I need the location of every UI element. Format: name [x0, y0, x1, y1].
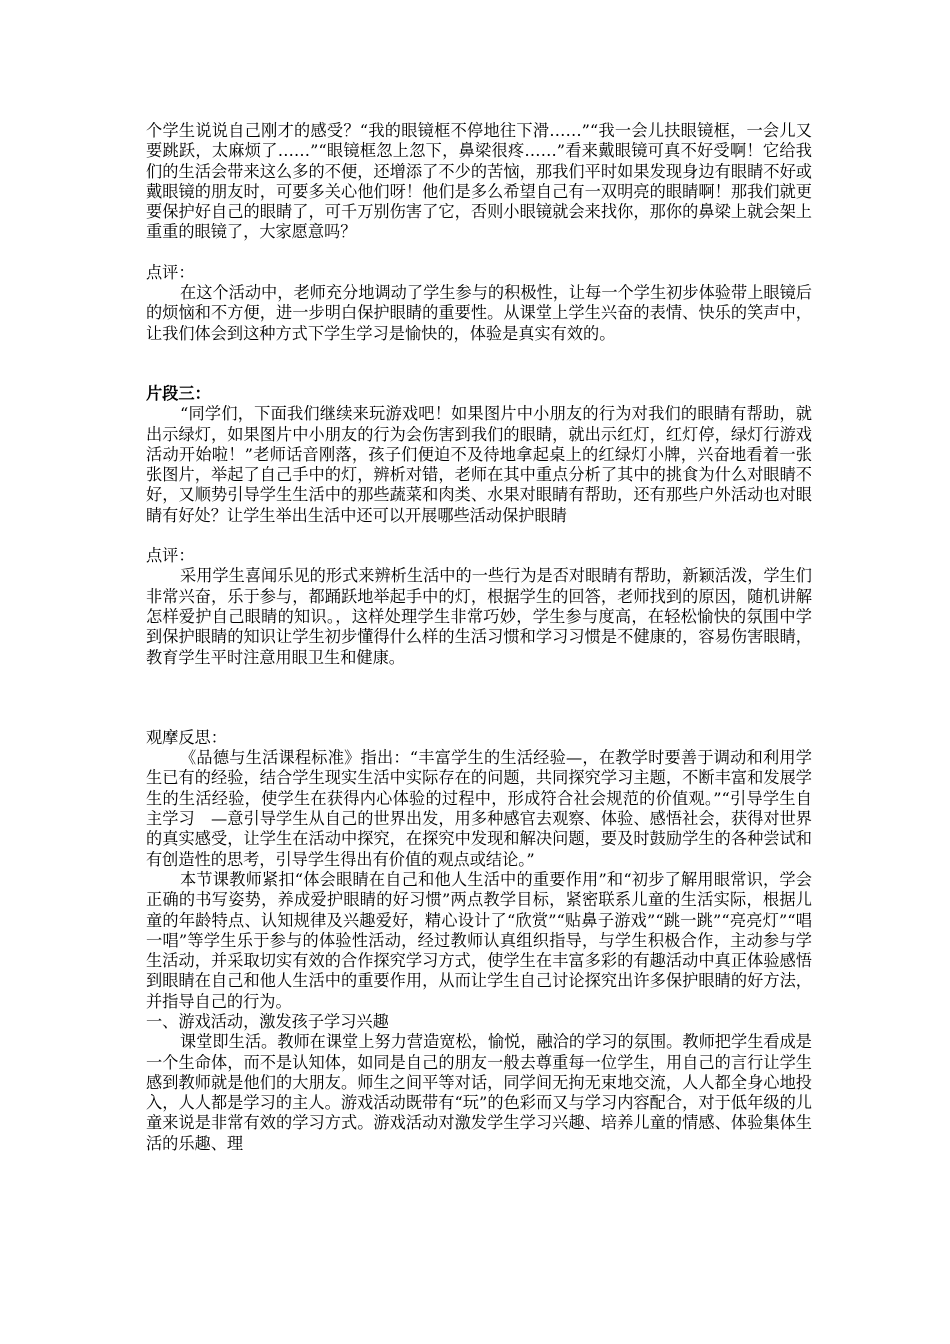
document-page: [146, 121, 812, 1154]
segment-three-paragraph: “同学们，下面我们继续来玩游戏吧！如果图片中小朋友的行为对我们的眼睛有帮助，就出示绿灯，如果图片中小朋友的行为会伤害到我们的眼睛，就出示红灯，红灯停，绿灯行游戏活动开始啦！”老师话音刚落，孩子们便迫不及待地拿起桌上的红绿灯小牌，兴奋地看着一张张图片，举起了自己手中的灯，辨析对错，老师在其中重点分析了其中的挑食为什么对眼睛不好，又顺势引导学生生活中的那些蔬菜和肉类、水果对眼睛有帮助，还有那些户外活动也对眼睛有好处？让学生举出生活中还可以开展哪些活动保护眼睛: [146, 404, 812, 525]
comment-paragraph: 采用学生喜闻乐见的形式来辨析生活中的一些行为是否对眼睛有帮助，新颖活泼，学生们非常兴奋，乐于参与，都踊跃地举起手中的灯，根据学生的回答，老师找到的原因，随机讲解怎样爱护自己眼睛的知识。，这样处理学生非常巧妙，学生参与度高，在轻松愉快的氛围中学到保护眼睛的知识让学生初步懂得什么样的生活习惯和学习习惯是不健康的，容易伤害眼睛，教育学生平时注意用眼卫生和健康。: [146, 566, 812, 667]
reflection-paragraph: 本节课教师紧扣“体会眼睛在自己和他人生活中的重要作用”和“初步了解用眼常识，学会正确的书写姿势，养成爱护眼睛的好习惯”两点教学目标，紧密联系儿童的生活实际，根据儿童的年龄特点、认知规律及兴趣爱好，精心设计了“欣赏”“贴鼻子游戏”“跳一跳”“亮亮灯”“唱一唱”等学生乐于参与的体验性活动，经过教师认真组织指导，与学生积极合作，主动参与学生活动，并采取切实有效的合作探究学习方式，使学生在丰富多彩的有趣活动中真正体验感悟到眼睛在自己和他人生活中的重要作用，从而让学生自己讨论探究出许多保护眼睛的好方法，并指导自己的行为。: [146, 869, 812, 1011]
comment-paragraph: 在这个活动中，老师充分地调动了学生参与的积极性，让每一个学生初步体验带上眼镜后的烦恼和不方便，进一步明白保护眼睛的重要性。从课堂上学生兴奋的表情、快乐的笑声中，让我们体会到这种方式下学生学习是愉快的，体验是真实有效的。: [146, 283, 812, 343]
section-heading: 一、游戏活动，激发孩子学习兴趣: [146, 1011, 389, 1031]
segment-three-heading: 片段三：: [146, 383, 211, 403]
comment-label: 点评：: [146, 262, 195, 282]
section-paragraph: 课堂即生活。教师在课堂上努力营造宽松，愉悦，融洽的学习的氛围。教师把学生看成是一个生命体，而不是认知体，如同是自己的朋友一般去尊重每一位学生，用自己的言行让学生感到教师就是他们的大朋友。师生之间平等对话，同学间无拘无束地交流，人人都全身心地投入，人人都是学习的主人。游戏活动既带有“玩”的色彩而又与学习内容配合，对于低年级的儿童来说是非常有效的学习方式。游戏活动对激发学生学习兴趣、培养儿童的情感、体验集体生活的乐趣、理: [146, 1032, 812, 1153]
paragraph-student-feelings: 个学生说说自己刚才的感受？“我的眼镜框不停地往下滑……”“我一会儿扶眼镜框，一会儿又要跳跃，太麻烦了……”“眼镜框忽上忽下，鼻梁很疼……”看来戴眼镜可真不好受啊！它给我们的生活会带来这么多的不便，还增添了不少的苦恼，那我们平时如果发现身边有眼睛不好或戴眼镜的朋友时，可要多关心他们呀！他们是多么希望自己有一双明亮的眼睛啊！那我们就更要保护好自己的眼睛了，可千万别伤害了它，否则小眼镜就会来找你，那你的鼻梁上就会架上重重的眼镜了，大家愿意吗？: [146, 121, 812, 242]
reflection-heading: 观摩反思：: [146, 727, 227, 747]
reflection-paragraph: 《品德与生活课程标准》指出：“丰富学生的生活经验—，在教学时要善于调动和利用学生已有的经验，结合学生现实生活中实际存在的问题，共同探究学习主题，不断丰富和发展学生的生活经验，使学生在获得内心体验的过程中，形成符合社会规范的价值观。”“引导学生自主学习 —意引导学生从自己的世界出发，用多种感官去观察、体验、感悟社会，获得对世界的真实感受，让学生在活动中探究，在探究中发现和解决问题，要及时鼓励学生的各种尝试和有创造性的思考，引导学生得出有价值的观点或结论。”: [146, 748, 812, 869]
comment-label: 点评：: [146, 546, 195, 566]
